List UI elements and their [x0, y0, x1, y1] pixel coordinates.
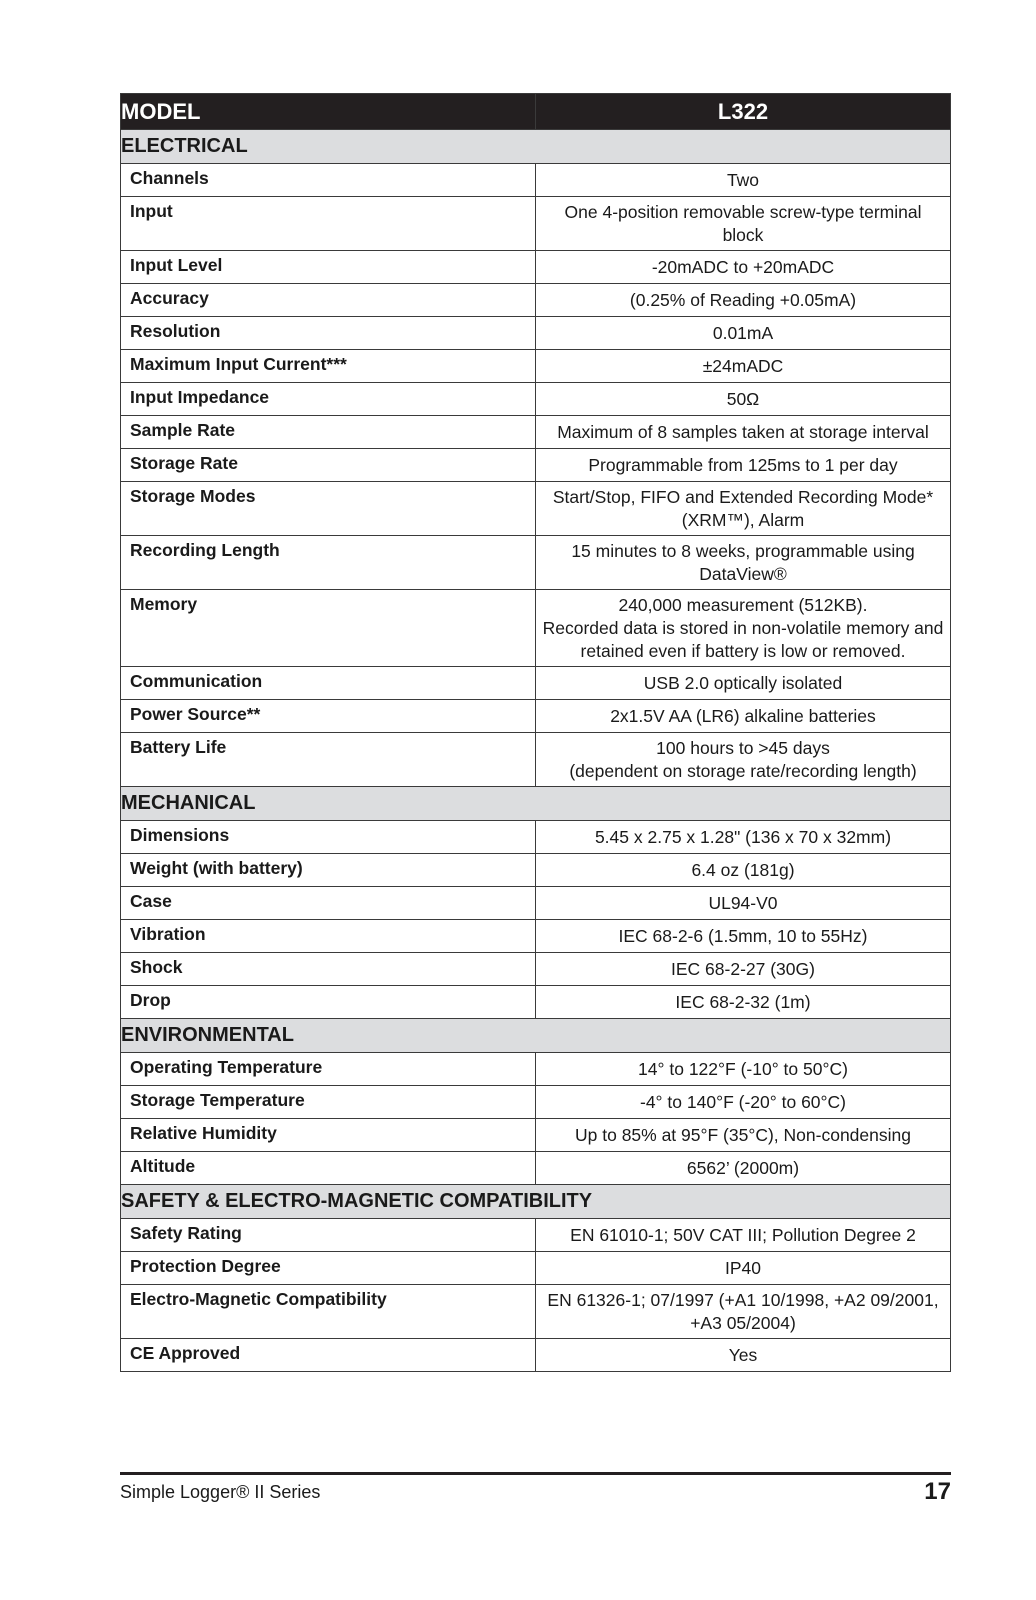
spec-value: [536, 251, 951, 284]
spec-value-line: 5.45 x 2.75 x 1.28" (136 x 70 x 32mm): [594, 827, 892, 847]
table-row: [121, 667, 951, 700]
table-row: [121, 482, 951, 536]
table-row: [121, 1252, 951, 1285]
spec-value: [536, 1285, 951, 1339]
spec-value: [536, 821, 951, 854]
spec-label: Channels: [121, 164, 536, 197]
spec-label: Vibration: [121, 920, 536, 953]
spec-value: [536, 590, 951, 667]
spec-value: [536, 449, 951, 482]
spec-value: [536, 482, 951, 536]
table-row: [121, 317, 951, 350]
section-title: SAFETY & ELECTRO-MAGNETIC COMPATIBILITY: [121, 1185, 951, 1219]
spec-label: Storage Modes: [121, 482, 536, 536]
spec-value: [536, 1252, 951, 1285]
spec-label: Memory: [121, 590, 536, 667]
spec-label: Input Level: [121, 251, 536, 284]
page-number: 17: [924, 1478, 951, 1505]
spec-label: Relative Humidity: [121, 1119, 536, 1152]
spec-value-line: UL94-V0: [708, 893, 778, 913]
spec-value-line: -20mADC to +20mADC: [651, 257, 835, 277]
table-row: [121, 350, 951, 383]
spec-value-line: Two: [726, 170, 760, 190]
spec-label: Safety Rating: [121, 1219, 536, 1252]
spec-value: [536, 953, 951, 986]
spec-label: Storage Temperature: [121, 1086, 536, 1119]
spec-label: Storage Rate: [121, 449, 536, 482]
spec-value: [536, 284, 951, 317]
spec-value: [536, 887, 951, 920]
spec-label: Resolution: [121, 317, 536, 350]
spec-value-line: 100 hours to >45 days: [656, 738, 830, 758]
spec-label: Recording Length: [121, 536, 536, 590]
spec-value-line: IEC 68-2-6 (1.5mm, 10 to 55Hz): [618, 926, 868, 946]
section-header-row: [121, 1019, 951, 1053]
spec-value: [536, 197, 951, 251]
table-row: [121, 854, 951, 887]
table-row: [121, 1152, 951, 1185]
spec-table: [120, 93, 951, 1372]
spec-value: [536, 1053, 951, 1086]
table-row: [121, 953, 951, 986]
spec-value: [536, 416, 951, 449]
table-row: [121, 733, 951, 787]
footer-series-name: Simple Logger® II Series: [120, 1482, 321, 1502]
table-row: [121, 449, 951, 482]
table-row: [121, 1119, 951, 1152]
spec-value-line: Recorded data is stored in non-volatile memory and: [542, 618, 944, 638]
spec-label: Electro-Magnetic Compatibility: [121, 1285, 536, 1339]
table-row: [121, 416, 951, 449]
spec-value-line: 240,000 measurement (512KB).: [618, 595, 868, 615]
spec-label: Power Source**: [121, 700, 536, 733]
spec-value-line: 14° to 122°F (-10° to 50°C): [638, 1059, 848, 1079]
spec-value: [536, 1152, 951, 1185]
spec-value: [536, 350, 951, 383]
spec-value: [536, 1219, 951, 1252]
spec-value: [536, 700, 951, 733]
section-title: ELECTRICAL: [121, 130, 951, 164]
spec-label: Input Impedance: [121, 383, 536, 416]
table-row: [121, 197, 951, 251]
model-header-value: L322: [536, 94, 951, 130]
section-header-row: [121, 787, 951, 821]
spec-value-line: Up to 85% at 95°F (35°C), Non-condensing: [575, 1125, 911, 1145]
spec-label: Protection Degree: [121, 1252, 536, 1285]
spec-label: CE Approved: [121, 1339, 536, 1372]
footer-rule: [120, 1472, 951, 1475]
table-row: [121, 536, 951, 590]
spec-value-line: -4° to 140°F (-20° to 60°C): [640, 1092, 846, 1112]
table-row: [121, 284, 951, 317]
table-row: [121, 700, 951, 733]
table-row: [121, 164, 951, 197]
model-header-label: MODEL: [121, 94, 536, 130]
spec-label: Case: [121, 887, 536, 920]
spec-value-line: 50Ω: [726, 389, 760, 409]
spec-value-line: Programmable from 125ms to 1 per day: [588, 455, 898, 475]
table-row: [121, 887, 951, 920]
spec-label: Sample Rate: [121, 416, 536, 449]
table-row: [121, 383, 951, 416]
table-row: [121, 986, 951, 1019]
spec-label: Accuracy: [121, 284, 536, 317]
section-header-row: [121, 130, 951, 164]
table-row: [121, 1086, 951, 1119]
spec-value-line: (dependent on storage rate/recording length): [569, 761, 917, 781]
spec-value-line: EN 61326-1; 07/1997 (+A1 10/1998, +A2 09/2001, +A3 05/2004): [547, 1290, 939, 1333]
table-header-row: [121, 94, 951, 130]
section-header-row: [121, 1185, 951, 1219]
spec-label: Operating Temperature: [121, 1053, 536, 1086]
spec-value-line: 0.01mA: [712, 323, 774, 343]
spec-value-line: (0.25% of Reading +0.05mA): [629, 290, 857, 310]
spec-value-line: 6562’ (2000m): [686, 1158, 800, 1178]
spec-label: Altitude: [121, 1152, 536, 1185]
spec-value-line: One 4-position removable screw-type terminal block: [564, 202, 922, 245]
spec-value-line: 15 minutes to 8 weeks, programmable using DataView®: [571, 541, 915, 584]
table-row: [121, 821, 951, 854]
table-row: [121, 1219, 951, 1252]
spec-value-line: IEC 68-2-32 (1m): [675, 992, 811, 1012]
table-row: [121, 920, 951, 953]
spec-value: [536, 667, 951, 700]
spec-value: [536, 164, 951, 197]
spec-value-line: 6.4 oz (181g): [691, 860, 795, 880]
section-title: MECHANICAL: [121, 787, 951, 821]
table-row: [121, 251, 951, 284]
spec-value: [536, 1086, 951, 1119]
spec-value: [536, 854, 951, 887]
spec-value: [536, 986, 951, 1019]
spec-value: [536, 1119, 951, 1152]
table-row: [121, 1053, 951, 1086]
section-title: ENVIRONMENTAL: [121, 1019, 951, 1053]
spec-value-line: Maximum of 8 samples taken at storage interval: [557, 422, 929, 442]
spec-table-body: [121, 94, 951, 1372]
spec-label: Communication: [121, 667, 536, 700]
table-row: [121, 590, 951, 667]
spec-label: Drop: [121, 986, 536, 1019]
table-row: [121, 1339, 951, 1372]
spec-value-line: IEC 68-2-27 (30G): [671, 959, 815, 979]
spec-value-line: EN 61010-1; 50V CAT III; Pollution Degree 2: [570, 1225, 916, 1245]
spec-value-line: Start/Stop, FIFO and Extended Recording Mode* (XRM™), Alarm: [552, 487, 934, 530]
spec-value-line: 2x1.5V AA (LR6) alkaline batteries: [610, 706, 876, 726]
spec-label: Shock: [121, 953, 536, 986]
spec-value-line: IP40: [725, 1258, 761, 1278]
spec-value: [536, 920, 951, 953]
spec-value: [536, 383, 951, 416]
spec-value: [536, 1339, 951, 1372]
spec-label: Battery Life: [121, 733, 536, 787]
spec-value-line: ±24mADC: [702, 356, 784, 376]
spec-value-line: retained even if battery is low or removed.: [580, 641, 906, 661]
spec-label: Weight (with battery): [121, 854, 536, 887]
spec-label: Input: [121, 197, 536, 251]
spec-value: [536, 536, 951, 590]
table-row: [121, 1285, 951, 1339]
spec-label: Maximum Input Current***: [121, 350, 536, 383]
spec-label: Dimensions: [121, 821, 536, 854]
spec-value: [536, 317, 951, 350]
spec-value: [536, 733, 951, 787]
spec-value-line: USB 2.0 optically isolated: [643, 673, 843, 693]
spec-value-line: Yes: [728, 1345, 758, 1365]
